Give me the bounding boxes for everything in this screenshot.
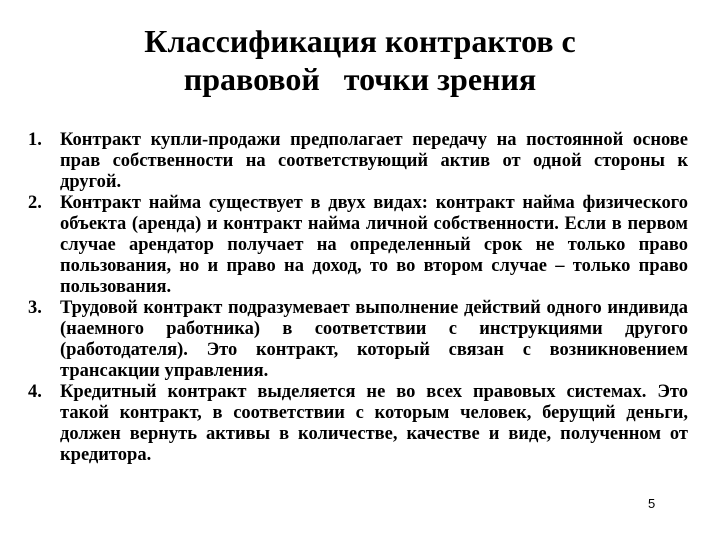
slide-title [0, 22, 720, 98]
page-number: 5 [648, 496, 656, 511]
list-item-text: Контракт купли-продажи предполагает передачу на постоянной основе прав собственности на соответствующий актив от одной стороны к другой. [60, 130, 688, 192]
slide-title-line-1: Классификация контрактов с [144, 23, 576, 59]
slide-title-line-2: правовой точки зрения [183, 61, 537, 97]
list-item-2 [28, 193, 688, 298]
contract-classification-list [28, 130, 688, 466]
list-item-3 [28, 298, 688, 382]
list-item-number: 2. [28, 193, 42, 213]
list-item-4 [28, 382, 688, 466]
list-item-text: Кредитный контракт выделяется не во всех правовых системах. Это такой контракт, в соответствии с которым человек, берущий деньги, должен вернуть активы в количестве, качестве и виде, полученном от кредитора. [60, 382, 688, 465]
list-item-number: 3. [28, 298, 42, 318]
list-item-number: 1. [28, 130, 42, 150]
list-item-number: 4. [28, 382, 42, 402]
list-item-1 [28, 130, 688, 193]
list-item-text: Трудовой контракт подразумевает выполнение действий одного индивида (наемного работника) в соответствии с инструкциями другого (работодателя). Это контракт, который связан с возникновением трансакции управления. [60, 298, 688, 381]
list-item-text: Контракт найма существует в двух видах: контракт найма физического объекта (аренда) и контракт найма личной собственности. Если в первом случае арендатор получает на определенный срок не только право пользования, но и право на доход, то во втором случае – только право пользования. [60, 193, 688, 297]
